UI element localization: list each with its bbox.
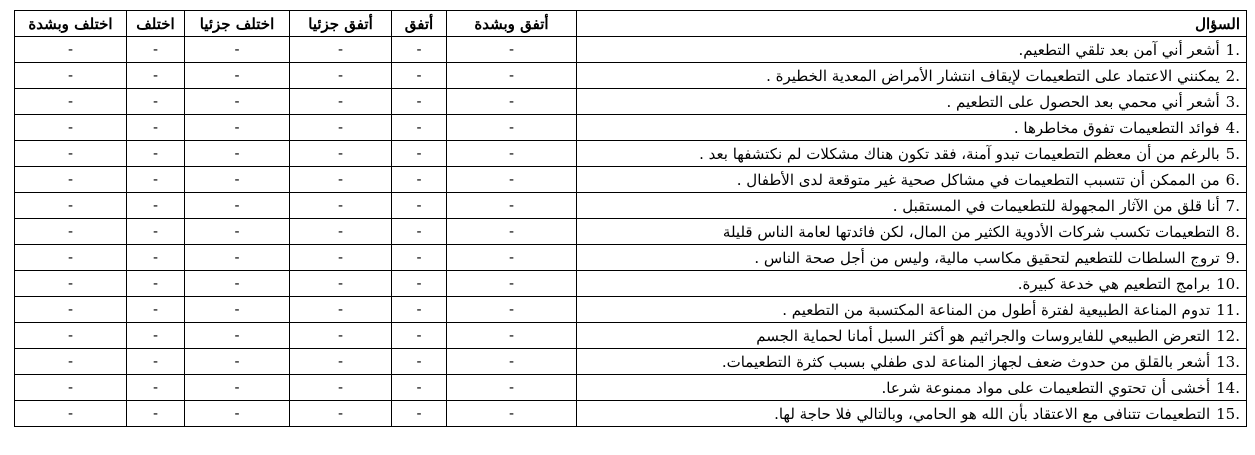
question-number: .15: [1216, 404, 1240, 423]
response-cell-strongly-disagree[interactable]: -: [15, 271, 127, 297]
table-row: [15, 193, 1247, 219]
header-disagree: اختلف: [127, 11, 185, 37]
response-cell-partially-agree[interactable]: -: [290, 271, 392, 297]
question-number: .3: [1225, 92, 1240, 111]
response-cell-agree[interactable]: -: [392, 167, 447, 193]
response-cell-strongly-disagree[interactable]: -: [15, 37, 127, 63]
response-cell-agree[interactable]: -: [392, 115, 447, 141]
question-number: .5: [1225, 144, 1240, 163]
response-cell-strongly-agree[interactable]: -: [447, 401, 577, 427]
response-cell-strongly-disagree[interactable]: -: [15, 375, 127, 401]
question-number: .9: [1225, 248, 1240, 267]
response-cell-strongly-disagree[interactable]: -: [15, 219, 127, 245]
table-row: [15, 323, 1247, 349]
header-strongly-agree: أتفق وبشدة: [447, 11, 577, 37]
header-partially-agree: أتفق جزئيا: [290, 11, 392, 37]
header-agree: أتفق: [392, 11, 447, 37]
response-cell-partially-disagree[interactable]: -: [185, 167, 290, 193]
response-cell-partially-agree[interactable]: -: [290, 245, 392, 271]
response-cell-partially-disagree[interactable]: -: [185, 245, 290, 271]
response-cell-partially-agree[interactable]: -: [290, 89, 392, 115]
question-cell: [577, 37, 1247, 63]
response-cell-agree[interactable]: -: [392, 245, 447, 271]
response-cell-disagree[interactable]: -: [127, 219, 185, 245]
response-cell-strongly-disagree[interactable]: -: [15, 193, 127, 219]
question-cell: [577, 115, 1247, 141]
response-cell-agree[interactable]: -: [392, 401, 447, 427]
response-cell-disagree[interactable]: -: [127, 349, 185, 375]
question-cell: [577, 323, 1247, 349]
response-cell-partially-disagree[interactable]: -: [185, 349, 290, 375]
table-row: [15, 375, 1247, 401]
response-cell-agree[interactable]: -: [392, 141, 447, 167]
table-row: [15, 219, 1247, 245]
response-cell-disagree[interactable]: -: [127, 401, 185, 427]
question-number: .8: [1225, 222, 1240, 241]
question-cell: [577, 401, 1247, 427]
response-cell-strongly-disagree[interactable]: -: [15, 141, 127, 167]
question-number: .7: [1225, 196, 1240, 215]
response-cell-strongly-disagree[interactable]: -: [15, 115, 127, 141]
response-cell-agree[interactable]: -: [392, 63, 447, 89]
response-cell-disagree[interactable]: -: [127, 375, 185, 401]
table-row: [15, 63, 1247, 89]
response-cell-disagree[interactable]: -: [127, 297, 185, 323]
question-cell: [577, 167, 1247, 193]
response-cell-agree[interactable]: -: [392, 297, 447, 323]
response-cell-disagree[interactable]: -: [127, 271, 185, 297]
response-cell-agree[interactable]: -: [392, 37, 447, 63]
response-cell-partially-disagree[interactable]: -: [185, 219, 290, 245]
question-cell: [577, 349, 1247, 375]
response-cell-strongly-disagree[interactable]: -: [15, 349, 127, 375]
response-cell-partially-agree[interactable]: -: [290, 63, 392, 89]
response-cell-disagree[interactable]: -: [127, 323, 185, 349]
question-text: أنا قلق من الآثار المجهولة للتطعيمات في المستقبل .: [892, 196, 1220, 215]
response-cell-disagree[interactable]: -: [127, 37, 185, 63]
table-row: [15, 245, 1247, 271]
response-cell-disagree[interactable]: -: [127, 167, 185, 193]
table-row: [15, 271, 1247, 297]
response-cell-strongly-agree[interactable]: -: [447, 349, 577, 375]
response-cell-agree[interactable]: -: [392, 375, 447, 401]
question-cell: [577, 89, 1247, 115]
question-text: يمكنني الاعتماد على التطعيمات لإيقاف انتشار الأمراض المعدية الخطيرة .: [766, 66, 1220, 85]
question-text: أشعر أني آمن بعد تلقي التطعيم.: [1018, 40, 1220, 59]
question-text: تدوم المناعة الطبيعية لفترة أطول من المناعة المكتسبة من التطعيم .: [782, 300, 1211, 319]
question-cell: [577, 141, 1247, 167]
response-cell-partially-disagree[interactable]: -: [185, 375, 290, 401]
question-number: .1: [1225, 40, 1240, 59]
response-cell-partially-agree[interactable]: -: [290, 375, 392, 401]
response-cell-partially-agree[interactable]: -: [290, 401, 392, 427]
response-cell-partially-disagree[interactable]: -: [185, 115, 290, 141]
question-cell: [577, 271, 1247, 297]
response-cell-agree[interactable]: -: [392, 323, 447, 349]
question-text: أخشى أن تحتوي التطعيمات على مواد ممنوعة شرعا.: [881, 378, 1211, 397]
question-number: .12: [1216, 326, 1240, 345]
question-text: فوائد التطعيمات تفوق مخاطرها .: [1013, 118, 1220, 137]
question-text: أشعر أني محمي بعد الحصول على التطعيم .: [946, 92, 1220, 111]
question-text: التطعيمات تتنافى مع الاعتقاد بأن الله هو الحامي، وبالتالي فلا حاجة لها.: [774, 404, 1211, 423]
header-partially-disagree: اختلف جزئيا: [185, 11, 290, 37]
response-cell-partially-agree[interactable]: -: [290, 167, 392, 193]
question-number: .2: [1225, 66, 1240, 85]
response-cell-agree[interactable]: -: [392, 349, 447, 375]
question-number: .6: [1225, 170, 1240, 189]
question-number: .4: [1225, 118, 1240, 137]
response-cell-partially-disagree[interactable]: -: [185, 89, 290, 115]
header-row: [15, 11, 1247, 37]
response-cell-partially-agree[interactable]: -: [290, 323, 392, 349]
table-row: [15, 349, 1247, 375]
response-cell-agree[interactable]: -: [392, 193, 447, 219]
response-cell-strongly-agree[interactable]: -: [447, 323, 577, 349]
response-cell-strongly-disagree[interactable]: -: [15, 297, 127, 323]
header-strongly-disagree: اختلف وبشدة: [15, 11, 127, 37]
response-cell-strongly-agree[interactable]: -: [447, 167, 577, 193]
response-cell-disagree[interactable]: -: [127, 245, 185, 271]
response-cell-strongly-agree[interactable]: -: [447, 141, 577, 167]
response-cell-strongly-agree[interactable]: -: [447, 89, 577, 115]
table-row: [15, 167, 1247, 193]
response-cell-partially-disagree[interactable]: -: [185, 401, 290, 427]
question-cell: [577, 193, 1247, 219]
response-cell-partially-agree[interactable]: -: [290, 219, 392, 245]
response-cell-strongly-agree[interactable]: -: [447, 219, 577, 245]
question-text: أشعر بالقلق من حدوث ضعف لجهاز المناعة لدى طفلي بسبب كثرة التطعيمات.: [721, 352, 1211, 371]
response-cell-partially-agree[interactable]: -: [290, 115, 392, 141]
response-cell-partially-agree[interactable]: -: [290, 37, 392, 63]
response-cell-strongly-disagree[interactable]: -: [15, 245, 127, 271]
response-cell-disagree[interactable]: -: [127, 63, 185, 89]
question-text: برامج التطعيم هي خدعة كبيرة.: [1017, 274, 1211, 293]
response-cell-agree[interactable]: -: [392, 271, 447, 297]
question-text: التطعيمات تكسب شركات الأدوية الكثير من المال، لكن فائدتها لعامة الناس قليلة: [722, 222, 1220, 241]
response-cell-partially-disagree[interactable]: -: [185, 141, 290, 167]
question-text: بالرغم من أن معظم التطعيمات تبدو آمنة، فقد تكون هناك مشكلات لم نكتشفها بعد .: [699, 144, 1220, 163]
question-number: .13: [1216, 352, 1240, 371]
table-row: [15, 297, 1247, 323]
question-number: .14: [1216, 378, 1240, 397]
question-cell: [577, 375, 1247, 401]
response-cell-disagree[interactable]: -: [127, 89, 185, 115]
table-row: [15, 141, 1247, 167]
response-cell-strongly-agree[interactable]: -: [447, 115, 577, 141]
question-cell: [577, 219, 1247, 245]
response-cell-partially-disagree[interactable]: -: [185, 63, 290, 89]
response-cell-agree[interactable]: -: [392, 89, 447, 115]
response-cell-strongly-disagree[interactable]: -: [15, 167, 127, 193]
response-cell-strongly-disagree[interactable]: -: [15, 401, 127, 427]
response-cell-strongly-agree[interactable]: -: [447, 245, 577, 271]
response-cell-disagree[interactable]: -: [127, 115, 185, 141]
response-cell-disagree[interactable]: -: [127, 141, 185, 167]
question-text: تروج السلطات للتطعيم لتحقيق مكاسب مالية، وليس من أجل صحة الناس .: [754, 248, 1220, 267]
response-cell-strongly-agree[interactable]: -: [447, 375, 577, 401]
response-cell-strongly-agree[interactable]: -: [447, 37, 577, 63]
response-cell-partially-disagree[interactable]: -: [185, 323, 290, 349]
response-cell-partially-agree[interactable]: -: [290, 141, 392, 167]
response-cell-strongly-disagree[interactable]: -: [15, 89, 127, 115]
response-cell-partially-agree[interactable]: -: [290, 297, 392, 323]
question-cell: [577, 63, 1247, 89]
survey-table: [14, 10, 1247, 427]
response-cell-partially-disagree[interactable]: -: [185, 271, 290, 297]
question-number: .10: [1216, 274, 1240, 293]
response-cell-strongly-disagree[interactable]: -: [15, 323, 127, 349]
response-cell-strongly-agree[interactable]: -: [447, 297, 577, 323]
response-cell-partially-agree[interactable]: -: [290, 349, 392, 375]
response-cell-strongly-disagree[interactable]: -: [15, 63, 127, 89]
question-cell: [577, 297, 1247, 323]
question-number: .11: [1216, 300, 1240, 319]
question-cell: [577, 245, 1247, 271]
question-text: من الممكن أن تتسبب التطعيمات في مشاكل صحية غير متوقعة لدى الأطفال .: [736, 170, 1220, 189]
table-row: [15, 37, 1247, 63]
response-cell-partially-disagree[interactable]: -: [185, 193, 290, 219]
response-cell-disagree[interactable]: -: [127, 193, 185, 219]
table-row: [15, 115, 1247, 141]
response-cell-partially-agree[interactable]: -: [290, 193, 392, 219]
response-cell-strongly-agree[interactable]: -: [447, 193, 577, 219]
response-cell-strongly-agree[interactable]: -: [447, 63, 577, 89]
survey-table-wrapper: [14, 10, 1247, 427]
header-question: السؤال: [577, 11, 1247, 37]
response-cell-partially-disagree[interactable]: -: [185, 297, 290, 323]
table-header: [15, 11, 1247, 37]
table-row: [15, 89, 1247, 115]
question-text: التعرض الطبيعي للفايروسات والجراثيم هو أكثر السبل أمانا لحماية الجسم: [756, 326, 1211, 345]
table-row: [15, 401, 1247, 427]
response-cell-strongly-agree[interactable]: -: [447, 271, 577, 297]
response-cell-partially-disagree[interactable]: -: [185, 37, 290, 63]
response-cell-agree[interactable]: -: [392, 219, 447, 245]
table-body: [15, 37, 1247, 427]
